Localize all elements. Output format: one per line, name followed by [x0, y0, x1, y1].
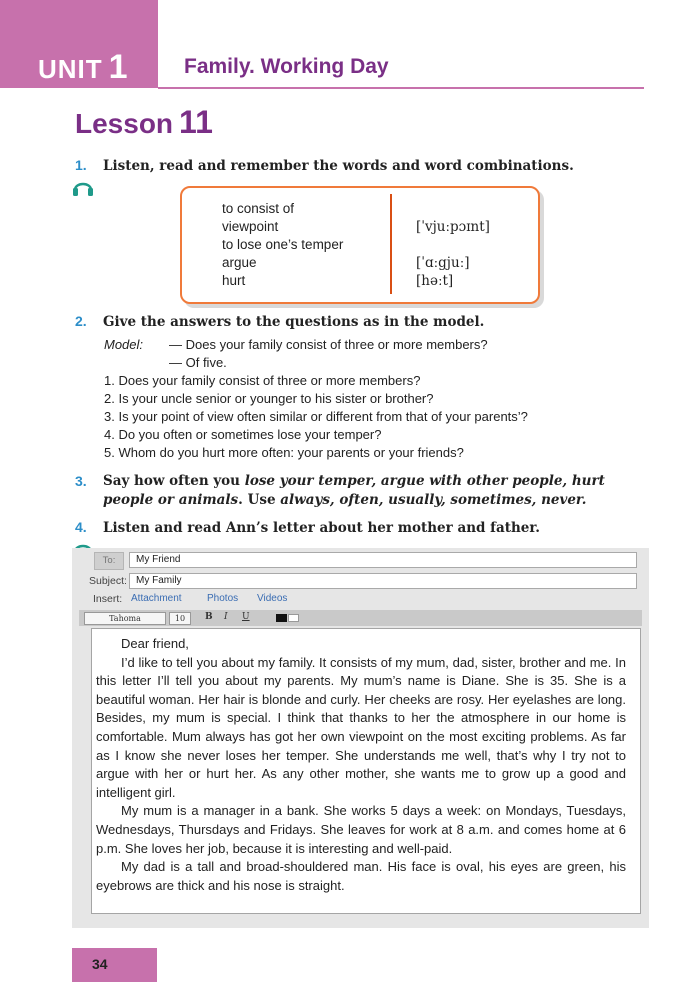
exercise-instruction: Listen, read and remember the words and word combinations. [103, 158, 574, 174]
italic-button[interactable]: I [224, 612, 228, 622]
subject-label: Subject: [89, 575, 127, 587]
attachment-link[interactable]: Attachment [131, 593, 182, 604]
instruction-emphasis: always, often, usually, sometimes, never. [280, 492, 587, 508]
exercise-2 [75, 313, 484, 330]
exercise-number: 2. [75, 313, 87, 329]
exercise-number: 3. [75, 473, 87, 489]
letter-paragraph: I’d like to tell you about my family. It consists of my mum, dad, sister, brother and me. In this letter I’ll tell you about my parents. My mum’s name is Diane. She is 35. She is a beautiful woman. Her hair is blonde and curly. Her cheeks are rosy. Her eyelashes are long. Besides, my mum is special. I think that thanks to her the atmosphere in our home is comfortable. Mum always has got her own viewpoint on the most exciting problems. As far as I know she never loses her temper. She understands me well, that’s why I try not to argue with her or hurt her. As any other mother, she wants me to grow up a good and intelligent girl. [96, 654, 626, 800]
underline-button[interactable]: U [242, 612, 250, 622]
letter-text [96, 635, 626, 895]
instruction-part: . Use [238, 492, 281, 508]
page-number: 34 [92, 956, 108, 972]
list-item: 3. Is your point of view often similar or different from that of your parents’? [104, 409, 528, 424]
unit-word: UNIT [38, 54, 103, 84]
text-color-swatch[interactable] [276, 614, 287, 622]
vocabulary-divider [390, 194, 392, 294]
list-item: 5. Whom do you hurt more often: your parents or your friends? [104, 445, 464, 460]
vocab-word: to lose one’s temper [222, 237, 344, 252]
vocabulary-box [180, 186, 540, 304]
vocab-word: hurt [222, 273, 246, 288]
unit-title: Family. Working Day [184, 55, 389, 78]
highlight-color-swatch[interactable] [288, 614, 299, 622]
font-select[interactable]: Tahoma [84, 612, 166, 625]
exercise-instruction: Listen and read Ann’s letter about her mother and father. [103, 520, 540, 536]
exercise-number: 4. [75, 519, 87, 535]
list-item: 2. Is your uncle senior or younger to his sister or brother? [104, 391, 434, 406]
email-window [72, 548, 649, 928]
vocab-word: to consist of [222, 201, 295, 216]
lesson-number: 11 [179, 104, 213, 140]
vocab-word: viewpoint [222, 219, 279, 234]
model-answer: — Of five. [169, 355, 227, 370]
to-field[interactable]: My Friend [129, 552, 637, 568]
letter-greeting: Dear friend, [121, 636, 189, 651]
vocab-word: argue [222, 255, 257, 270]
list-item: 4. Do you often or sometimes lose your temper? [104, 427, 382, 442]
question-list [104, 372, 528, 462]
exercise-instruction: Give the answers to the questions as in the model. [103, 314, 485, 330]
letter-paragraph: My mum is a manager in a bank. She works 5 days a week: on Mondays, Tuesdays, Wednesdays, Thursdays and Fridays. She leaves for work at 8 a.m. and comes home at 6 p.m. She loves her job, because it is interesting and well-paid. [96, 803, 626, 856]
vocab-transcription: [ˈɑːgjuː] [416, 255, 470, 271]
lesson-word: Lesson [75, 108, 174, 139]
vocab-transcription: [həːt] [416, 273, 454, 289]
bold-button[interactable]: B [205, 612, 213, 622]
unit-banner [0, 0, 158, 88]
headphones-icon[interactable] [72, 178, 94, 196]
header-divider [158, 87, 644, 89]
exercise-3 [75, 472, 655, 510]
exercise-number: 1. [75, 157, 87, 173]
insert-label: Insert: [93, 593, 123, 605]
to-button[interactable]: To: [94, 552, 124, 570]
vocab-transcription [416, 236, 490, 254]
model-label: Model: [104, 337, 144, 352]
page-number-badge [72, 948, 157, 982]
vocab-transcription [416, 200, 490, 218]
message-body[interactable] [91, 628, 641, 914]
videos-link[interactable]: Videos [257, 593, 288, 604]
instruction-emphasis: lose your temper, argue with other people, hurt people or animals [103, 473, 605, 508]
instruction-part: Say how often you [103, 473, 245, 489]
unit-number: 1 [108, 48, 129, 86]
formatting-toolbar [79, 610, 642, 626]
unit-label [38, 48, 129, 87]
letter-paragraph: My dad is a tall and broad-shouldered man. His face is oval, his eyes are green, his eyebrows are thick and his nose is straight. [96, 859, 626, 893]
vocabulary-words [222, 200, 343, 290]
model-question: — Does your family consist of three or more members? [169, 337, 488, 352]
vocabulary-transcriptions [416, 200, 490, 290]
exercise-4 [75, 519, 540, 536]
subject-field[interactable]: My Family [129, 573, 637, 589]
exercise-1 [75, 157, 574, 174]
list-item: 1. Does your family consist of three or more members? [104, 373, 421, 388]
exercise-instruction [103, 472, 655, 510]
font-size-select[interactable]: 10 [169, 612, 191, 625]
vocab-transcription: [ˈvjuːpɔɪnt] [416, 219, 490, 235]
lesson-title [75, 104, 213, 141]
photos-link[interactable]: Photos [207, 593, 239, 604]
